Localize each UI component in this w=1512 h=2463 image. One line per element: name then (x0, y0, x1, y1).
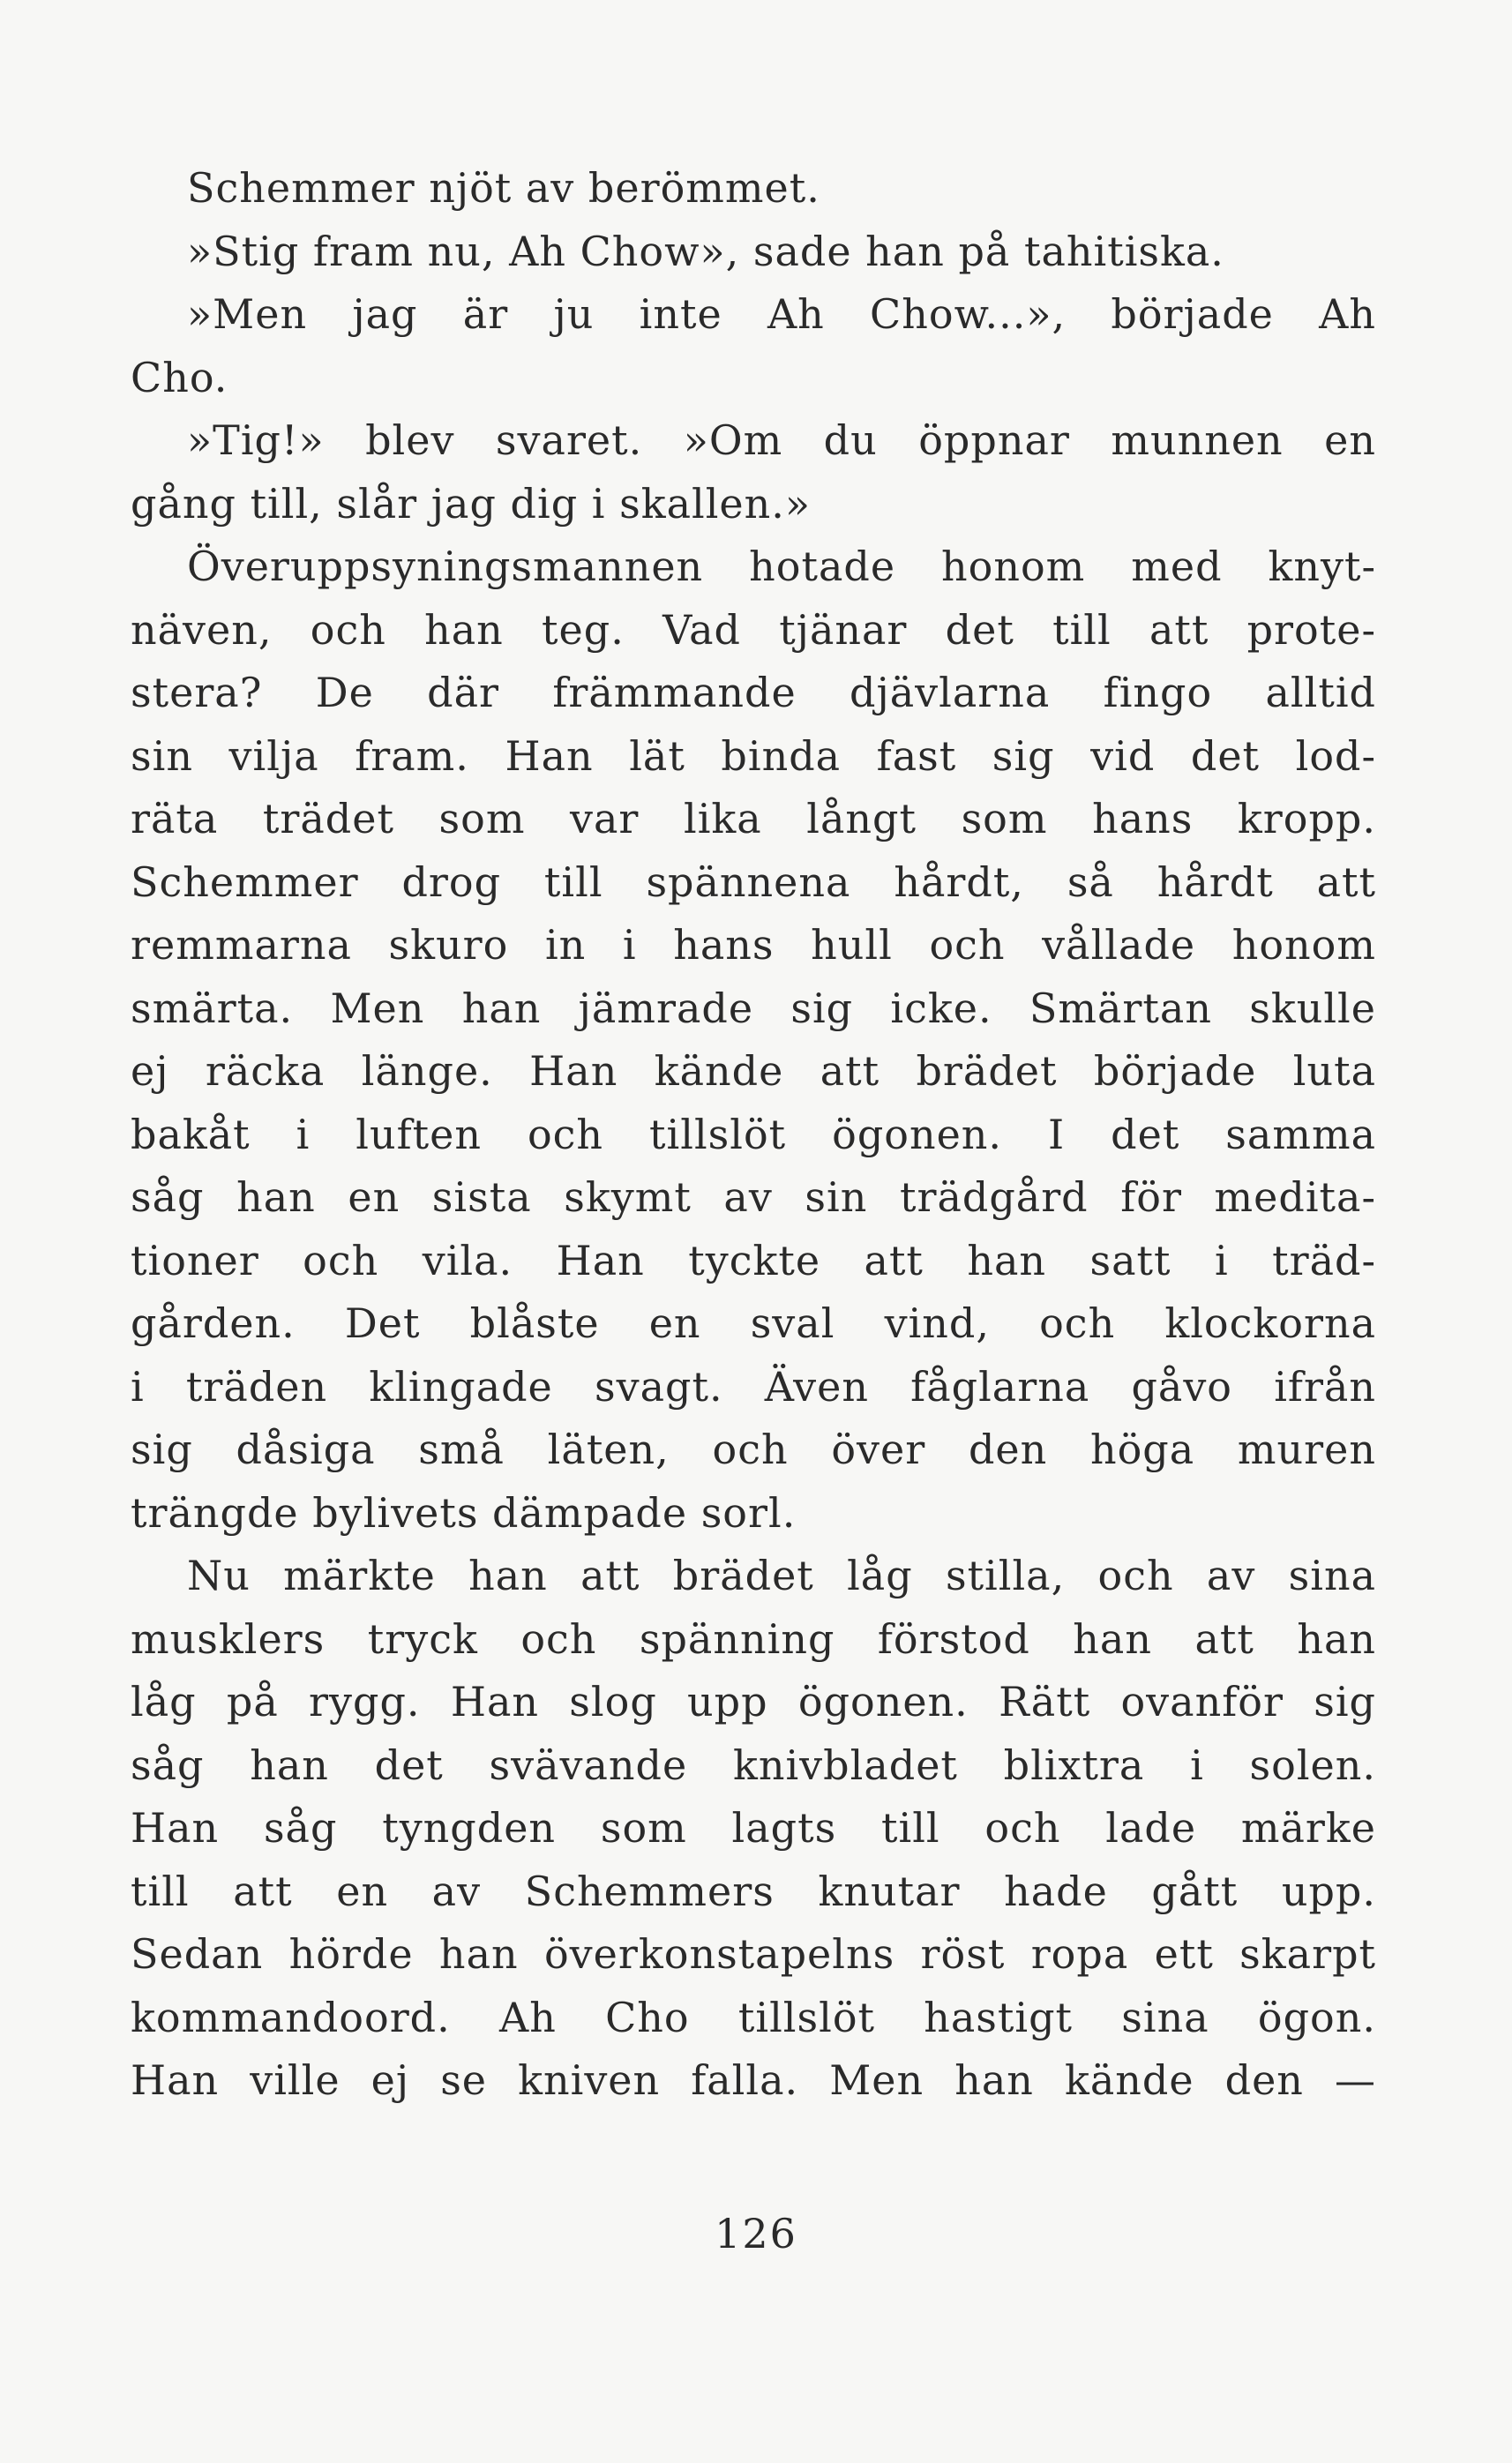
text-line: näven, och han teg. Vad tjänar det till att prote- (131, 605, 1376, 654)
text-line: bakåt i luften och tillslöt ögonen. I det samma (131, 1110, 1376, 1158)
text-line: tioner och vila. Han tyckte att han satt i träd- (131, 1236, 1376, 1284)
text-line: Sedan hörde han överkonstapelns röst ropa ett skarpt (131, 1930, 1376, 1978)
text-line: kommandoord. Ah Cho tillslöt hastigt sina ögon. (131, 1993, 1376, 2041)
text-line: såg han en sista skymt av sin trädgård för medita- (131, 1173, 1376, 1221)
text-line: Schemmer drog till spännena hårdt, så hårdt att (131, 857, 1376, 906)
text-line: Cho. (131, 353, 228, 401)
page-number: 126 (715, 2210, 797, 2257)
text-line: räta trädet som var lika långt som hans kropp. (131, 795, 1376, 842)
text-line: Nu märkte han att brädet låg stilla, och av sina (187, 1552, 1376, 1599)
text-line: trängde bylivets dämpade sorl. (131, 1488, 797, 1537)
text-line: ej räcka länge. Han kände att brädet började luta (131, 1047, 1376, 1095)
text-line: såg han det svävande knivbladet blixtra i solen. (131, 1741, 1376, 1789)
text-line: sin vilja fram. Han lät binda fast sig vid det lod- (131, 731, 1376, 780)
text-line: Han ville ej se kniven falla. Men han kände den — (131, 2056, 1376, 2104)
text-line: Överuppsyningsmannen hotade honom med knyt- (187, 543, 1376, 590)
text-line: Schemmer njöt av berömmet. (187, 164, 820, 212)
text-line: remmarna skuro in i hans hull och vållade honom (131, 921, 1376, 969)
text-line: »Men jag är ju inte Ah Chow...», började Ah (187, 290, 1376, 338)
text-line: i träden klingade svagt. Även fåglarna gåvo ifrån (131, 1362, 1376, 1411)
body-text (131, 157, 1376, 2113)
text-line: gården. Det blåste en sval vind, och klockorna (131, 1299, 1376, 1347)
text-line: gång till, slår jag dig i skallen.» (131, 479, 812, 528)
text-line: »Stig fram nu, Ah Chow», sade han på tahitiska. (187, 227, 1224, 275)
text-line: låg på rygg. Han slog upp ögonen. Rätt ovanför sig (131, 1678, 1376, 1726)
text-line: sig dåsiga små läten, och över den höga muren (131, 1426, 1376, 1473)
text-line: stera? De där främmande djävlarna fingo alltid (131, 669, 1376, 716)
text-line: smärta. Men han jämrade sig icke. Smärtan skulle (131, 984, 1376, 1032)
text-line: musklers tryck och spänning förstod han att han (131, 1614, 1376, 1663)
text-line: till att en av Schemmers knutar hade gått upp. (131, 1867, 1376, 1915)
text-line: »Tig!» blev svaret. »Om du öppnar munnen en (187, 416, 1376, 464)
text-line: Han såg tyngden som lagts till och lade märke (131, 1804, 1376, 1852)
